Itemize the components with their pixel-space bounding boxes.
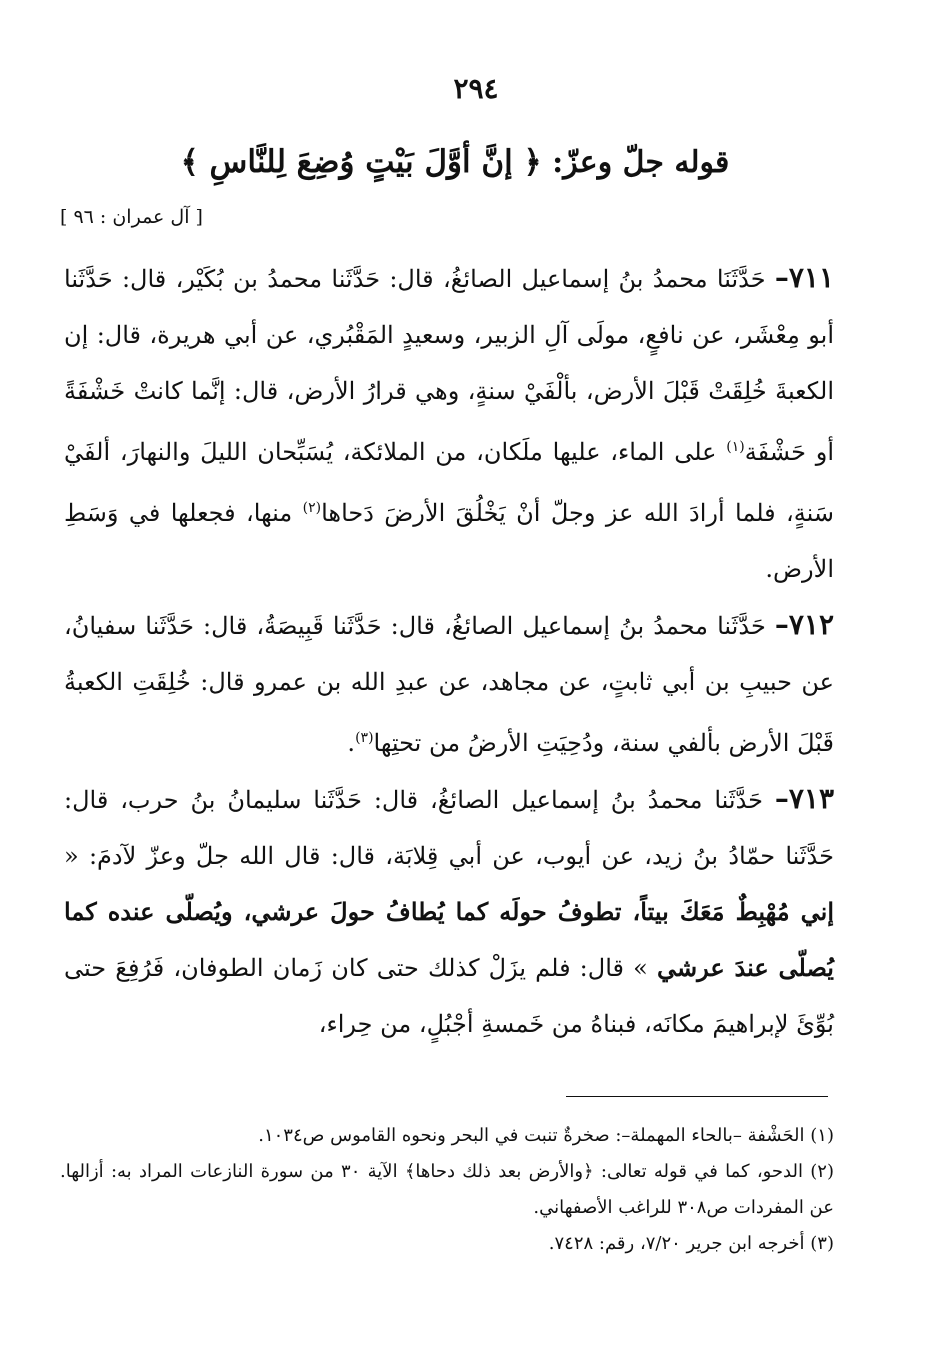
hadith-number: ٧١٢–	[774, 608, 834, 641]
footnote-3: (٣) أخرجه ابن جرير ٧/٢٠، رقم: ٧٤٢٨.	[548, 1233, 834, 1254]
section-heading	[60, 140, 850, 185]
footnote-marker: (٢)	[302, 500, 322, 516]
hadith-text: منها، فجعلها في وَسَطِ الأرض.	[64, 499, 834, 583]
hadith-712	[64, 597, 834, 771]
hadith-number: ٧١٣–	[774, 782, 834, 815]
hadith-number: ٧١١–	[774, 261, 834, 294]
heading-intro: قوله جلّ وعزّ:	[541, 145, 730, 180]
page-number: ٢٩٤	[453, 72, 499, 105]
main-text	[64, 250, 834, 1052]
hadith-text: حَدَّثَنا محمدُ بنُ إسماعيل الصائغُ، قال: حَدَّثَنا سليمانُ بنُ حرب، قال: حَدَّثَنا حمّادُ بنُ زيد، عن أيوب، عن أبي قِلابَة، قال: قال الله جلّ وعزّ لآدمَ: «	[64, 786, 834, 870]
footnote-marker: (٣)	[355, 730, 374, 746]
verse-reference: [ آل عمران : ٩٦ ]	[60, 206, 203, 228]
footnote-divider	[566, 1096, 828, 1097]
quran-verse: ﴿ إنَّ أوَّلَ بَيْتٍ وُضِعَ لِلنَّاسِ ﴾	[180, 144, 542, 180]
footnote-1: (١) الحَشْفة –بالحاء المهملة–: صخرةٌ تنبت في البحر ونحوه القاموس ص١٠٣٤.	[258, 1125, 834, 1146]
footnote-marker: (١)	[726, 439, 745, 455]
footnotes	[60, 1118, 834, 1262]
hadith-713	[64, 771, 834, 1052]
hadith-text: على الماء، عليها ملَكان، من الملائكة، يُسَبِّحان الليلَ والنهارَ، ألفَيْ سَنةٍ، فلما أرادَ الله عز وجلّ أنْ يَخْلُقَ الأرضَ دَحاها	[64, 438, 834, 527]
hadith-text: .	[347, 729, 356, 757]
footnote-2: (٢) الدحو، كما في قوله تعالى: ﴿والأرض بعد ذلك دحاها﴾ الآية ٣٠ من سورة النازعات المراد به: أزالها. عن المفردات ص٣٠٨ للراغب الأصفهاني.	[60, 1161, 834, 1218]
hadith-text: حَدَّثَنا محمدُ بنُ إسماعيل الصائغُ، قال: حَدَّثَنا قَبِيصَةُ، قال: حَدَّثَنا سفيانُ، عن حبيبِ بن أبي ثابتٍ، عن مجاهد، عن عبدِ الله بن عمرو قال: خُلِقَتِ الكعبةُ قَبْلَ الأرض بألفي سنة، ودُحِيَتِ الأرضُ من تحتِها	[64, 612, 834, 757]
hadith-text: حَدَّثَنَا محمدُ بنُ إسماعيل الصائغُ، قال: حَدَّثَنا محمدُ بن بُكَيْر، قال: حَدَّثَنا أبو مِعْشَر، عن نافعٍ، مولَى آلِ الزبير، وسعيدٍ المَقْبُري، عن أبي هريرة، قال: إن الكعبةَ خُلِقَتْ قَبْلَ الأرض، بألْفَيْ سنةٍ، وهي قرارُ الأرض، قال: إنَّما كانتْ خَشْفَةً أو حَشْفَة	[64, 265, 835, 466]
hadith-711	[64, 250, 834, 597]
divine-quote: إني مُهْبِطٌ مَعَكَ بيتاً، تطوفُ حولَه كما يُطافُ حولَ عرشي، ويُصلّى عنده كما يُصلّى عندَ عرشي	[64, 897, 834, 982]
hadith-text: » قال: فلم يزَلْ كذلك حتى كان زَمان الطوفان، فَرُفِعَ حتى بُوِّئَ لإبراهيمَ مكانَه، فبناهُ من خَمسةِ أجْبُلٍ، من حِراء،	[64, 954, 834, 1038]
